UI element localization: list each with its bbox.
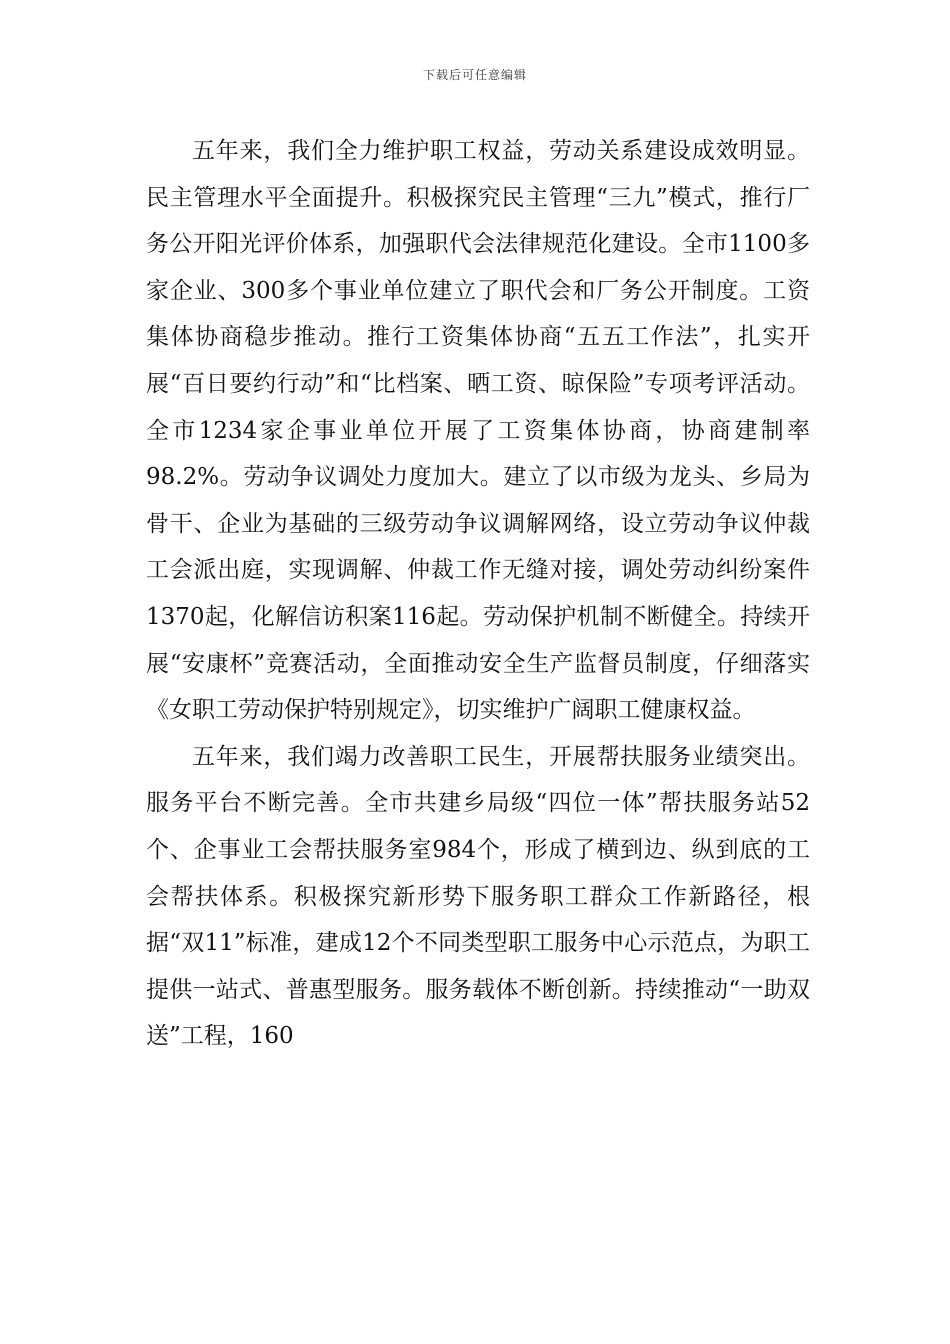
paragraph-2: 五年来，我们竭力改善职工民生，开展帮扶服务业绩突出。服务平台不断完善。全市共建乡局级“四位一体”帮扶服务站52个、企事业工会帮扶服务室984个，形成了横到边、纵到底的工会帮扶体系。积极探究新形势下服务职工群众工作新路径，根据“双11”标准，建成12个不同类型职工服务中心示范点，为职工提供一站式、普惠型服务。服务载体不断创新。持续推动“一助双送”工程，160 xyxy=(146,743,810,1050)
header-note: 下载后可任意编辑 xyxy=(422,68,527,82)
paragraph-1: 五年来，我们全力维护职工权益，劳动关系建设成效明显。民主管理水平全面提升。积极探究民主管理“三九”模式，推行厂务公开阳光评价体系，加强职代会法律规范化建设。全市1100多家企业、300多个事业单位建立了职代会和厂务公开制度。工资集体协商稳步推动。推行工资集体协商“五五工作法”，扎实开展“百日要约行动”和“比档案、晒工资、晾保险”专项考评活动。全市1234家企事业单位开展了工资集体协商，协商建制率98.2%。劳动争议调处力度加大。建立了以市级为龙头、乡局为骨干、企业为基础的三级劳动争议调解网络，设立劳动争议仲裁工会派出庭，实现调解、仲裁工作无缝对接，调处劳动纠纷案件1370起，化解信访积案116起。劳动保护机制不断健全。持续开展“安康杯”竞赛活动，全面推动安全生产监督员制度，仔细落实《女职工劳动保护特别规定》，切实维护广阔职工健康权益。 xyxy=(146,138,810,724)
document-body xyxy=(146,128,810,1060)
